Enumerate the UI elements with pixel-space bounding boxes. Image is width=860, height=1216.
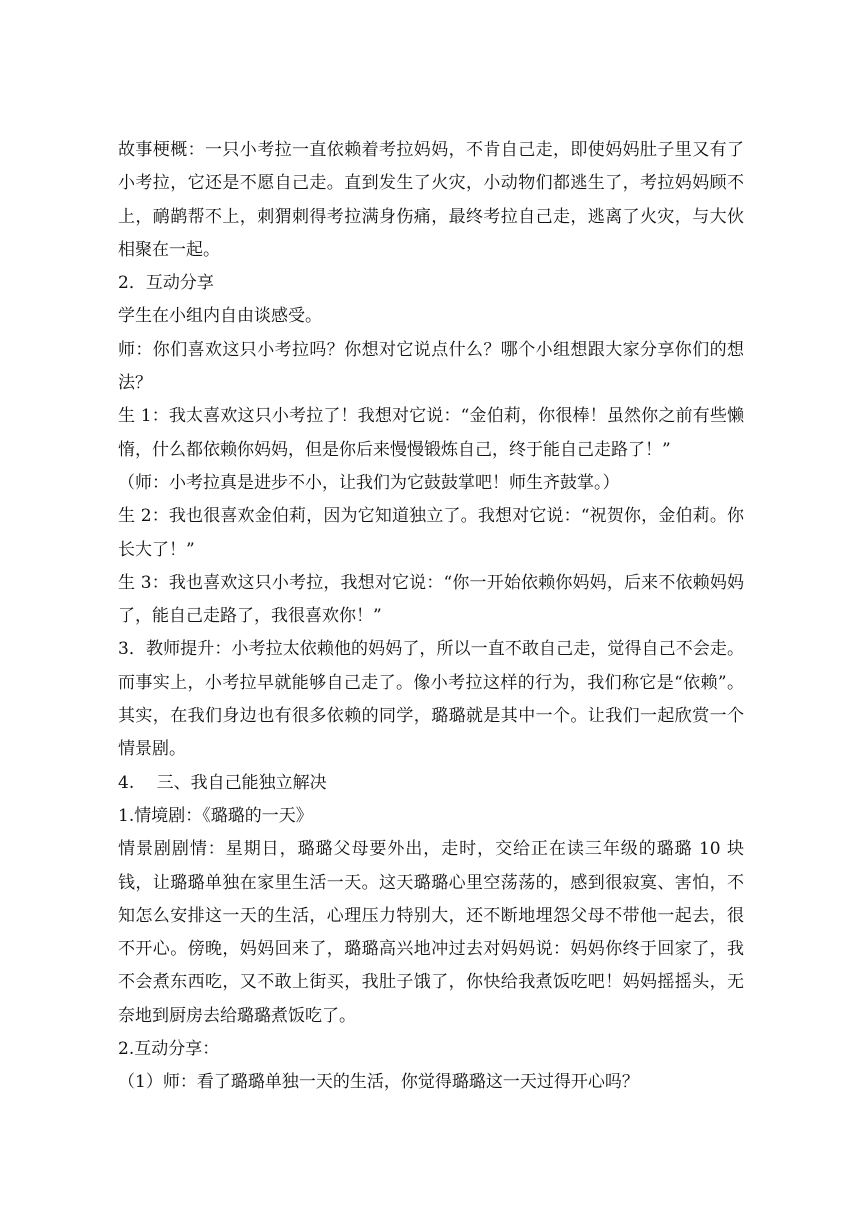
skit-title: 1.情境剧：《璐璐的一天》 (118, 805, 313, 826)
story-summary-paragraph: 故事梗概：一只小考拉一直依赖着考拉妈妈，不肯自己走，即使妈妈肚子里又有了小考拉，它还是不愿自己走。直到发生了火灾，小动物们都逃生了，考拉妈妈顾不上，鸸鹋帮不上，刺猬刺得考拉满身伤痛，最终考拉自己走，逃离了火灾，与大伙相聚在一起。 (118, 140, 744, 260)
teacher-aside-note: （师：小考拉真是进步不小，让我们为它鼓鼓掌吧！师生齐鼓掌。） (118, 472, 620, 493)
student-1-response: 生 1：我太喜欢这只小考拉了！我想对它说：“金伯莉，你很棒！虽然你之前有些懒惰，什么都依赖你妈妈，但是你后来慢慢锻炼自己，终于能自己走路了！” (118, 406, 744, 460)
document-body (118, 134, 744, 1100)
student-3-response: 生 3：我也喜欢这只小考拉，我想对它说：“你一开始依赖你妈妈，后来不依赖妈妈了，能自己走路了，我很喜欢你！” (118, 572, 744, 627)
teacher-question-lulu: （1）师：看了璐璐单独一天的生活，你觉得璐璐这一天过得开心吗？ (118, 1072, 639, 1093)
paragraph-group-discussion: 学生在小组内自由谈感受。 (118, 306, 322, 327)
section-heading-independent-solving: 4. 三、我自己能独立解决 (118, 772, 327, 793)
teacher-question-paragraph: 师：你们喜欢这只小考拉吗？你想对它说点什么？哪个小组想跟大家分享你们的想法？ (118, 339, 744, 394)
section-heading-interactive-sharing: 2．互动分享 (118, 273, 214, 294)
section-heading-interactive-sharing-2: 2.互动分享： (118, 1039, 220, 1060)
teacher-summary-paragraph: 3．教师提升：小考拉太依赖他的妈妈了，所以一直不敢自己走，觉得自己不会走。而事实上，小考拉早就能够自己走了。像小考拉这样的行为，我们称它是“依赖”。其实，在我们身边也有很多依赖的同学，璐璐就是其中一个。让我们一起欣赏一个情景剧。 (118, 639, 744, 760)
skit-plot-paragraph: 情景剧剧情：星期日，璐璐父母要外出，走时，交给正在读三年级的璐璐 10 块钱，让璐璐单独在家里生活一天。这天璐璐心里空荡荡的，感到很寂寞、害怕，不知怎么安排这一天的生活，心理压力特别大，还不断地埋怨父母不带他一起去，很不开心。傍晚，妈妈回来了，璐璐高兴地冲过去对妈妈说：妈妈你终于回家了，我不会煮东西吃，又不敢上街买，我肚子饿了，你快给我煮饭吃吧！妈妈摇摇头，无奈地到厨房去给璐璐煮饭吃了。 (118, 839, 744, 1026)
student-2-response: 生 2：我也很喜欢金伯莉，因为它知道独立了。我想对它说：“祝贺你，金伯莉。你长大了！” (118, 506, 744, 560)
